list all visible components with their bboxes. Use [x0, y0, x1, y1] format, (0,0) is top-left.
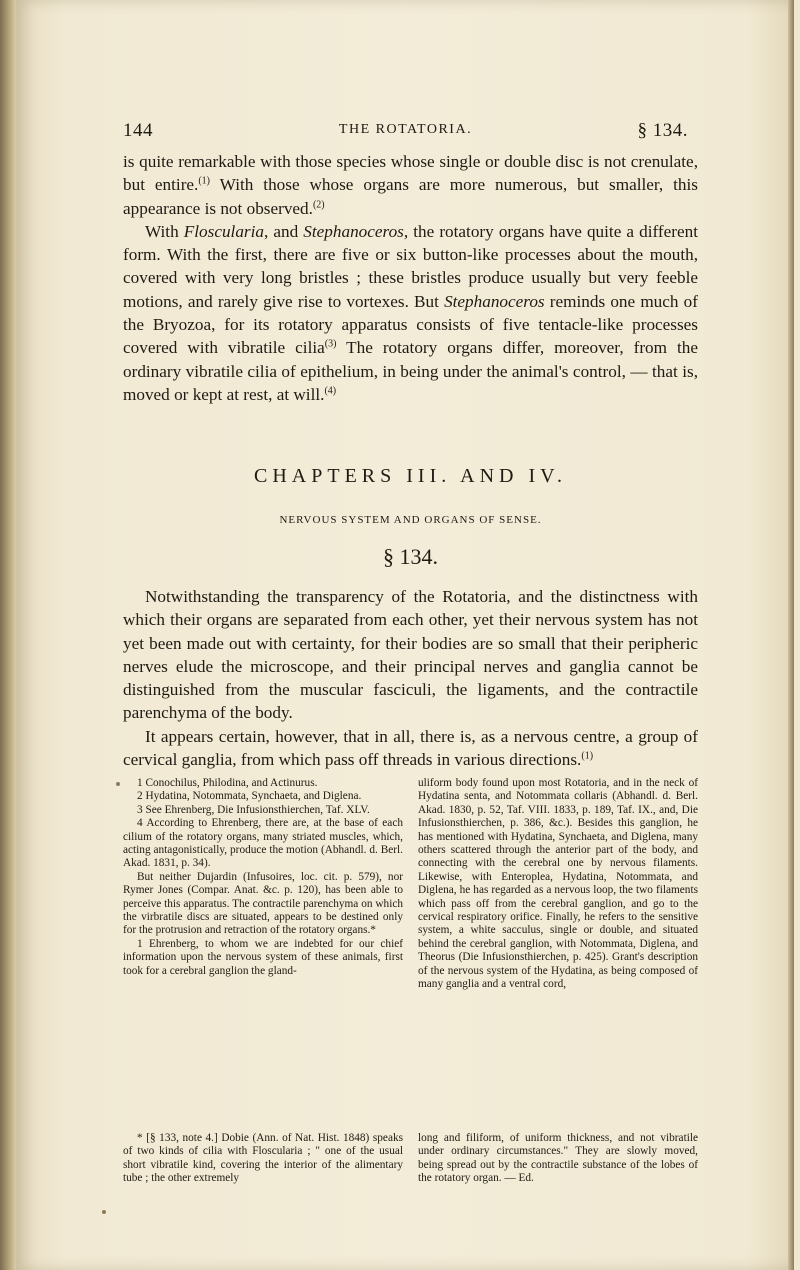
footnote-section-1-continued: uliform body found upon most Rotatoria, and in the neck of Hydatina senta, and Notommata collaris (Abhandl. d. Berl. Akad. 1830, p. 52, Taf. VIII. 1833, p. 189, Taf. IX., and, Die Infusionsthierchen, p. 386, &c.). Besides this ganglion, he has mentioned with Hydatina, Synchaeta, and Diglena, many others scattered through the anterior part of the body, and connecting with the cerebral one by nervous filaments. Likewise, with Enteroplea, Hydatina, Notommata, and Diglena, he has regarded as a nervous loop, the two filaments which pass off from the cerebral ganglion, and go to the cervical respiratory orifice. Finally, he refers to the sensitive system, a white sacculus, single or double, and situated behind the cerebral ganglion, with Notommata, Diglena, and Theorus (Die Infusionsthierchen, p. 425). Grant's description of the nervous system of the Hydatina, as being composed of many ganglia and a ventral cord,: [418, 777, 698, 991]
footnote-ref-2: (2): [312, 198, 325, 210]
footnote-ref-section-1: (1): [581, 750, 594, 762]
page-number: 144: [123, 120, 153, 141]
margin-mark: [116, 782, 120, 786]
chapter-subheading: NERVOUS SYSTEM AND ORGANS OF SENSE.: [279, 514, 542, 526]
intro-paragraph-2: With Floscularia, and Stephanoceros, the rotatory organs have quite a different form. With the first, there are five or six button-like processes about the mouth, covered with very long bristles ; these bristles produce usually but very feeble motions, and rarely give rise to vortexes. But Stephanoceros reminds one much of the Bryozoa, for its rotatory apparatus consists of five tentacle-like processes covered with vibratile cilia$^{(3)}$ The rotatory organs differ, moreover, from the ordinary vibratile cilia of epithelium, in being under the animal's control, — that is, moved or kept at rest, at will.$^{(4)}$: [123, 221, 698, 404]
footnote-2: 2 Hydatina, Notommata, Synchaeta, and Diglena.: [137, 790, 362, 803]
footnote-3: 3 See Ehrenberg, Die Infusionsthierchen, Taf. XLV.: [137, 803, 370, 816]
footnote-1: 1 Conochilus, Philodina, and Actinurus.: [137, 777, 318, 789]
section-paragraph-2: It appears certain, however, that in all, there is, as a nervous centre, a group of cervical ganglia, from which pass off threads in various directions.$^{(1)}$: [123, 726, 698, 770]
editor-note-right: long and filiform, of uniform thickness, and not vibratile under ordinary circumstances." They are slowly moved, being spread out by the contractile substance of the lobes of the rotatory organ. — Ed.: [418, 1132, 698, 1185]
header-section-number: § 134.: [637, 120, 688, 141]
editor-note-left: * [§ 133, note 4.] Dobie (Ann. of Nat. Hist. 1848) speaks of two kinds of cilia with Floscularia ; " one of the usual short vibratile kind, covering the interior of the alimentary tube ; the other extremely: [123, 1132, 403, 1185]
book-spine-edge: [0, 0, 16, 1270]
section-paragraph-1: Notwithstanding the transparency of the Rotatoria, and the distinctness with which their organs are separated from each other, yet their nervous system has not yet been made out with certainty, for their bodies are so small that their peripheric nerves elude the microscope, and their principal nerves and ganglia cannot be distinguished from the muscular fasciculi, the ligaments, and the contractile parenchyma of the body.: [123, 587, 698, 723]
intro-paragraph-1: is quite remarkable with those species whose single or double disc is not crenulate, but entire.$^{(1)}$ With those whose organs are more numerous, but smaller, this appearance is not observed.$^{(2)}$: [123, 152, 698, 218]
section-heading: § 134.: [383, 544, 438, 569]
section-text: [123, 585, 698, 771]
chapter-heading: CHAPTERS III. AND IV.: [254, 465, 567, 487]
footnotes-left-column: [123, 777, 403, 992]
footnote-4-continued: But neither Dujardin (Infusoires, loc. cit. p. 579), nor Rymer Jones (Compar. Anat. &c. p. 120), has been able to perceive this apparatus. The contractile parenchyma on which the virbratile discs are situated, appears to be destined only for the protrusion and retraction of the rotatory organs.*: [123, 870, 403, 937]
running-title: THE ROTATORIA.: [338, 122, 473, 137]
intro-text: [123, 150, 698, 406]
running-header: [123, 120, 688, 144]
margin-mark: [102, 1210, 106, 1214]
footnote-section-1: 1 Ehrenberg, to whom we are indebted for our chief information upon the nervous system of these animals, first took for a cerebral ganglion the gland-: [123, 937, 403, 977]
page-right-edge: [788, 0, 794, 1270]
footnotes: [123, 777, 698, 992]
footnote-4: 4 According to Ehrenberg, there are, at the base of each cilium of the rotatory organs, many striated muscles, which, acting antagonistically, produce the motion (Abhandl. d. Berl. Akad. 1831, p. 34).: [123, 817, 403, 870]
editor-note: [123, 1132, 698, 1186]
footnotes-right-column: [418, 777, 698, 992]
footnote-ref-1: (1): [198, 175, 211, 187]
footnote-ref-4: (4): [324, 385, 337, 397]
footnote-ref-3: (3): [324, 338, 337, 350]
